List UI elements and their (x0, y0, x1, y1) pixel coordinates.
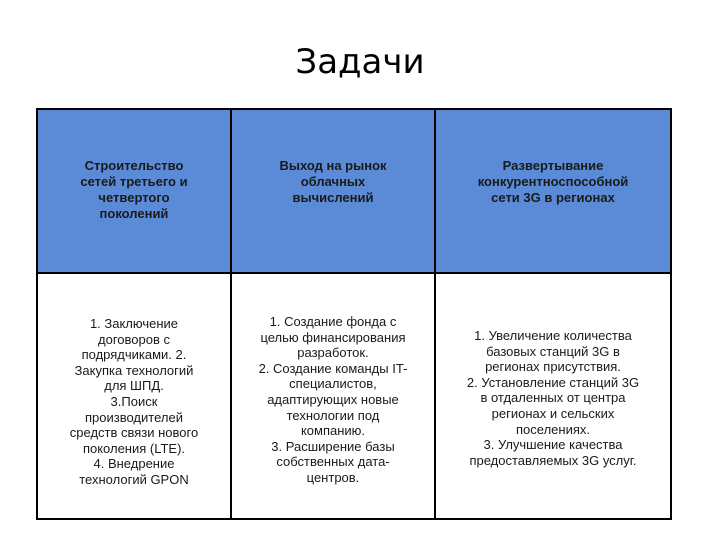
header-text: Выход на рынок облачных вычислений (279, 158, 387, 205)
tasks-table (36, 108, 672, 520)
table-body-cell (38, 274, 232, 518)
header-text: Строительство сетей третьего и четвертого поколений (80, 158, 188, 221)
cell-text: 1. Увеличение количества базовых станций 3G в регионах присутствия. 2. Установление станций 3G в отдаленных от центра регионах и сельских поселениях. 3. Улучшение качества предоставляемых 3G услуг. (466, 328, 640, 468)
table-header-cell (436, 110, 670, 274)
table-header-cell (232, 110, 436, 274)
table-body-cell (436, 274, 670, 518)
cell-text: 1. Заключение договоров с подрядчиками. 2. Закупка технологий для ШПД. 3.Поиск производителей средств связи нового поколения (LTE). 4. Внедрение технологий GPON (69, 316, 199, 487)
table-header-cell (38, 110, 232, 274)
table-body-cell (232, 274, 436, 518)
header-text: Развертывание конкурентноспособной сети 3G в регионах (477, 158, 629, 205)
cell-text: 1. Создание фонда с целью финансирования разработок. 2. Создание команды IT- специалистов, адаптирующих новые технологии под компанию. 3. Расширение базы собственных дата- центров. (258, 314, 408, 485)
slide-title: Задачи (295, 42, 425, 82)
